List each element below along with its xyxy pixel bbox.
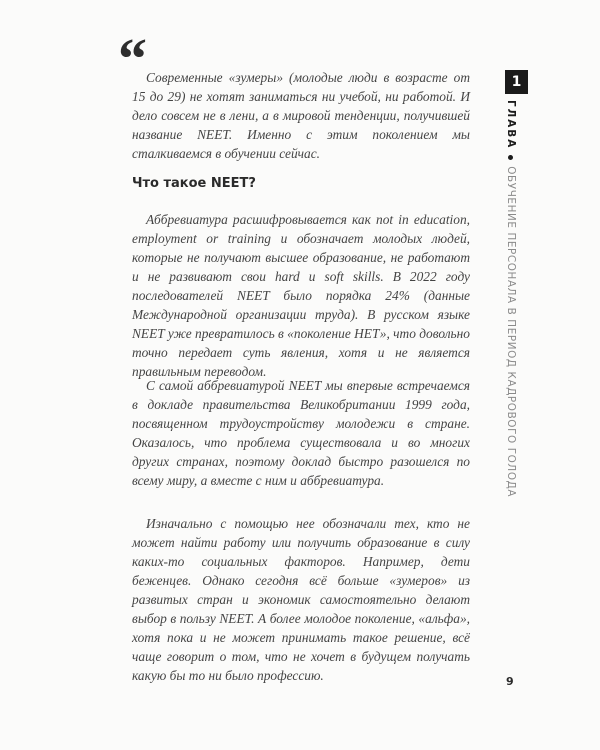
paragraph-origin: С самой аббревиатурой NEET мы впервые встречаемся в докладе правительства Великобритании 1999 года, посвященном трудоустройству молодежи в стране. Оказалось, что проблема существовала и во многих других странах, поэтому доклад быстро разошелся по всему миру, а вместе с ним и аббревиатура. [132,378,470,488]
paragraph-intro-quote: Современные «зумеры» (молодые люди в возрасте от 15 до 29) не хотят заниматься ни учебой, ни работой. И дело совсем не в лени, а в мировой тенденции, получившей название NEET. Именно с этим поколением мы сталкиваемся в обучении сейчас. [132,70,470,161]
chapter-number-tab: 1 [505,70,528,94]
paragraph-definition: Аббревиатура расшифровывается как not in education, employment or training и обозначает молодых людей, которые не получают высшее образование, не работают и не развивают свои hard и soft skills. В 2022 году последователей NEET было порядка 24% (данные Международной организации труда). В русском языке NEET уже превратилось в «поколение НЕТ», что довольно точно передает суть явления, хотя и не является правильным переводом. [132,212,470,379]
quote-mark: “ [118,26,147,91]
chapter-label: ГЛАВА [505,100,517,150]
bullet-dot-icon [509,155,514,160]
paragraph-evolution: Изначально с помощью нее обозначали тех, кто не может найти работу или получить образование в силу каких-то социальных факторов. Например, дети беженцев. Однако сегодня всё больше «зумеров» из развитых стран и экономик самостоятельно делают выбор в пользу NEET. А более молодое поколение, «альфа», хотя пока и не может принимать такое решение, всё чаще говорит о том, что не хочет в будущем получать какую бы то ни было профессию. [132,516,470,683]
chapter-title: ОБУЧЕНИЕ ПЕРСОНАЛА В ПЕРИОД КАДРОВОГО ГОЛОДА [505,166,517,498]
page-number: 9 [506,675,514,688]
chapter-running-header [505,100,517,497]
section-heading: Что такое NEET? [132,176,256,191]
